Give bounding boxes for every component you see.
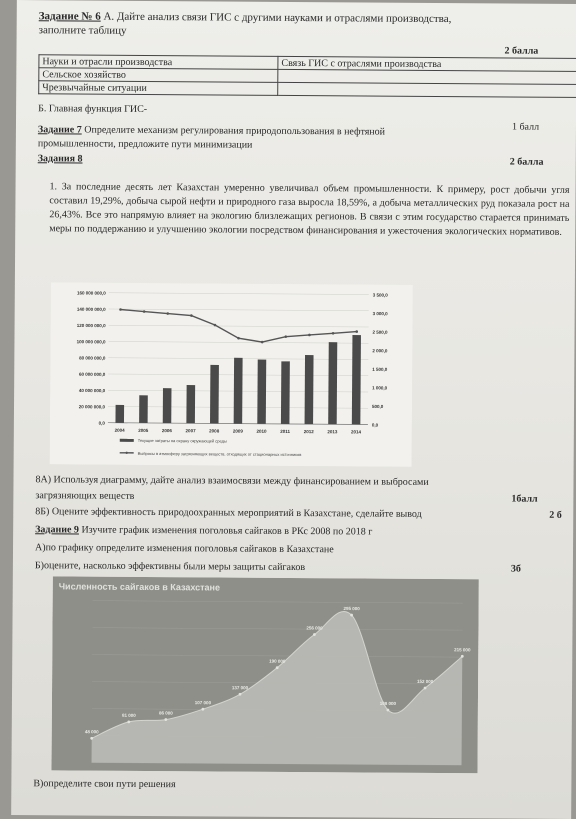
legend-label-bar: Текущие затраты на охрану окружающей среды xyxy=(137,437,227,444)
data-point xyxy=(164,718,167,721)
x-tick-label: 2006 xyxy=(161,428,172,434)
data-label: 86 000 xyxy=(158,710,173,716)
data-label: 190 000 xyxy=(269,658,286,664)
data-label: 295 000 xyxy=(343,606,360,612)
task9-question-a: А)по графику определите изменения поголовья сайгаков в Казахстане xyxy=(34,542,334,556)
task9-question-c: В)определите свои пути решения xyxy=(33,778,176,791)
task6-line xyxy=(39,10,452,25)
y2-tick-label: 1 500,0 xyxy=(372,366,388,372)
data-label: 108 000 xyxy=(379,700,397,707)
saiga-population-chart xyxy=(51,576,478,773)
task9-question-b-points: 3б xyxy=(510,563,521,575)
bar xyxy=(305,355,314,424)
line-point xyxy=(308,334,311,337)
task8-paragraph: 1. За последние десять лет Казахстан умеренно увеличивал объем промышленности. К примеру, рост добычи угля составил 19,29%, добыча сырой нефти и природного газа выросла 18,59%, а добыча металлических руд показала рост на 26,43%. Все это напрямую влияет на экологию близлежащих регионов. В связи с этим государство старается принимать меры по поддержанию и улучшению экологии посредством финансирования и ужесточения экологических нормативов. xyxy=(49,181,570,238)
task8-question-b-points: 2 б xyxy=(549,509,562,521)
task9-line xyxy=(35,524,372,537)
task7-text: Определите механизм регулирования природопользования в нефтяной xyxy=(84,124,386,138)
task7-line xyxy=(38,124,385,137)
bar xyxy=(186,385,195,423)
data-point xyxy=(239,693,242,696)
line-point xyxy=(332,332,335,335)
line-point xyxy=(284,335,287,338)
data-point xyxy=(424,687,427,690)
bar xyxy=(115,405,124,423)
data-point xyxy=(461,655,464,658)
x-tick-label: 2012 xyxy=(303,429,314,435)
y-tick-label: 80 000 000,0 xyxy=(79,355,106,361)
data-point xyxy=(127,720,130,723)
bar xyxy=(139,395,148,423)
line-point xyxy=(166,312,169,315)
y-tick-label: 140 000 000,0 xyxy=(76,306,106,312)
emissions-funding-chart xyxy=(50,282,413,467)
table-row xyxy=(39,81,576,98)
task6-heading: Задание № 6 xyxy=(38,10,101,23)
task8-question-a-points: 1балл xyxy=(511,493,538,505)
task8-question-b: 8Б) Оцените эффективность природоохранных мероприятий в Казахстане, сделайте вывод xyxy=(35,506,422,520)
y2-tick-label: 2 500,0 xyxy=(372,329,388,335)
task6-part-b: Б. Главная функция ГИС- xyxy=(38,103,148,115)
line-point xyxy=(261,341,264,344)
x-tick-label: 2007 xyxy=(185,428,196,434)
line-point xyxy=(214,324,217,327)
legend-swatch-bar xyxy=(120,439,134,442)
chart-title: Численность сайгаков в Казахстане xyxy=(58,581,221,593)
line-point xyxy=(119,308,122,311)
task9-question-b: Б)оцените, насколько эффективны были меры защиты сайгаков xyxy=(34,560,306,574)
data-label: 81 000 xyxy=(121,712,136,718)
y-tick-label: 120 000 000,0 xyxy=(76,322,106,329)
line-point xyxy=(143,310,146,313)
data-label: 48 000 xyxy=(84,729,99,735)
data-point xyxy=(201,708,204,711)
data-point xyxy=(90,737,93,740)
worksheet-page xyxy=(11,0,576,819)
y2-tick-label: 500,0 xyxy=(372,403,384,410)
data-point xyxy=(313,633,316,636)
x-tick-label: 2011 xyxy=(280,428,291,434)
y2-tick-label: 3 000,0 xyxy=(372,311,388,317)
x-tick-label: 2014 xyxy=(351,429,362,435)
data-point xyxy=(276,666,279,669)
task8-question-a: 8А) Используя диаграмму, дайте анализ взаимосвязи между финансированием и выбросами xyxy=(35,474,429,488)
y-tick-label: 0,0 xyxy=(98,420,105,426)
y2-tick-label: 0,0 xyxy=(371,422,379,428)
x-tick-label: 2008 xyxy=(209,428,220,434)
bar xyxy=(210,365,219,424)
gis-relations-table xyxy=(38,54,576,98)
y2-tick-label: 2 000,0 xyxy=(372,348,388,354)
bar xyxy=(281,361,290,424)
data-label: 215 000 xyxy=(454,647,471,653)
table-header-cell: Связь ГИС с отраслями производства xyxy=(278,56,576,71)
table-header-cell: Науки и отрасли производства xyxy=(39,55,278,70)
x-tick-label: 2005 xyxy=(138,427,149,433)
line-point xyxy=(190,314,193,317)
y-tick-label: 40 000 000,0 xyxy=(78,387,106,394)
data-label: 107 000 xyxy=(194,700,212,706)
task8-points: 2 балла xyxy=(509,156,544,168)
x-tick-label: 2010 xyxy=(256,428,267,434)
data-label: 152 000 xyxy=(416,678,434,685)
bar xyxy=(234,358,243,424)
legend-label-line: Выбросы в атмосферу загрязняющих веществ, отходящих от стационарных источников xyxy=(137,450,302,458)
bar xyxy=(352,335,361,424)
task9-text: Изучите график изменения поголовья сайгаков в РКс 2008 по 2018 г xyxy=(81,524,373,538)
bar xyxy=(257,360,266,424)
data-label: 137 000 xyxy=(231,685,249,691)
task7-heading: Задание 7 xyxy=(37,124,82,136)
line-point xyxy=(355,330,358,333)
task9-heading: Задание 9 xyxy=(35,524,80,536)
y-tick-label: 20 000 000,0 xyxy=(78,404,106,410)
y2-tick-label: 3 500,0 xyxy=(372,292,388,298)
line-point xyxy=(237,337,240,340)
task7-text2: промышленности, предложите пути минимизации xyxy=(37,138,253,151)
task6-text: А. Дайте анализ связи ГИС с другими науками и отраслями производства, xyxy=(103,10,452,26)
data-point xyxy=(386,709,389,712)
task6-points: 2 балла xyxy=(504,45,539,57)
legend-marker xyxy=(125,452,127,454)
task8-question-a2: загрязняющих веществ xyxy=(35,490,135,502)
y-tick-label: 100 000 000,0 xyxy=(76,339,106,345)
table-cell: Чрезвычайные ситуации xyxy=(39,81,278,96)
bar xyxy=(328,342,337,424)
x-tick-label: 2004 xyxy=(114,427,125,433)
task6-text2: заполните таблицу xyxy=(38,24,127,37)
task6-part-b-points: 1 балл xyxy=(511,121,540,133)
table-cell xyxy=(278,82,576,97)
bar xyxy=(163,388,172,423)
x-tick-label: 2009 xyxy=(232,428,243,434)
x-tick-label: 2013 xyxy=(327,429,338,435)
task8-heading: Задания 8 xyxy=(37,153,83,165)
table-cell: Сельское хозяйство xyxy=(39,68,278,83)
y-tick-label: 160 000 000,0 xyxy=(77,290,106,296)
y-tick-label: 60 000 000,0 xyxy=(78,371,106,377)
data-point xyxy=(350,614,353,617)
y2-tick-label: 1 000,0 xyxy=(372,385,388,391)
data-label: 256 000 xyxy=(306,625,323,631)
